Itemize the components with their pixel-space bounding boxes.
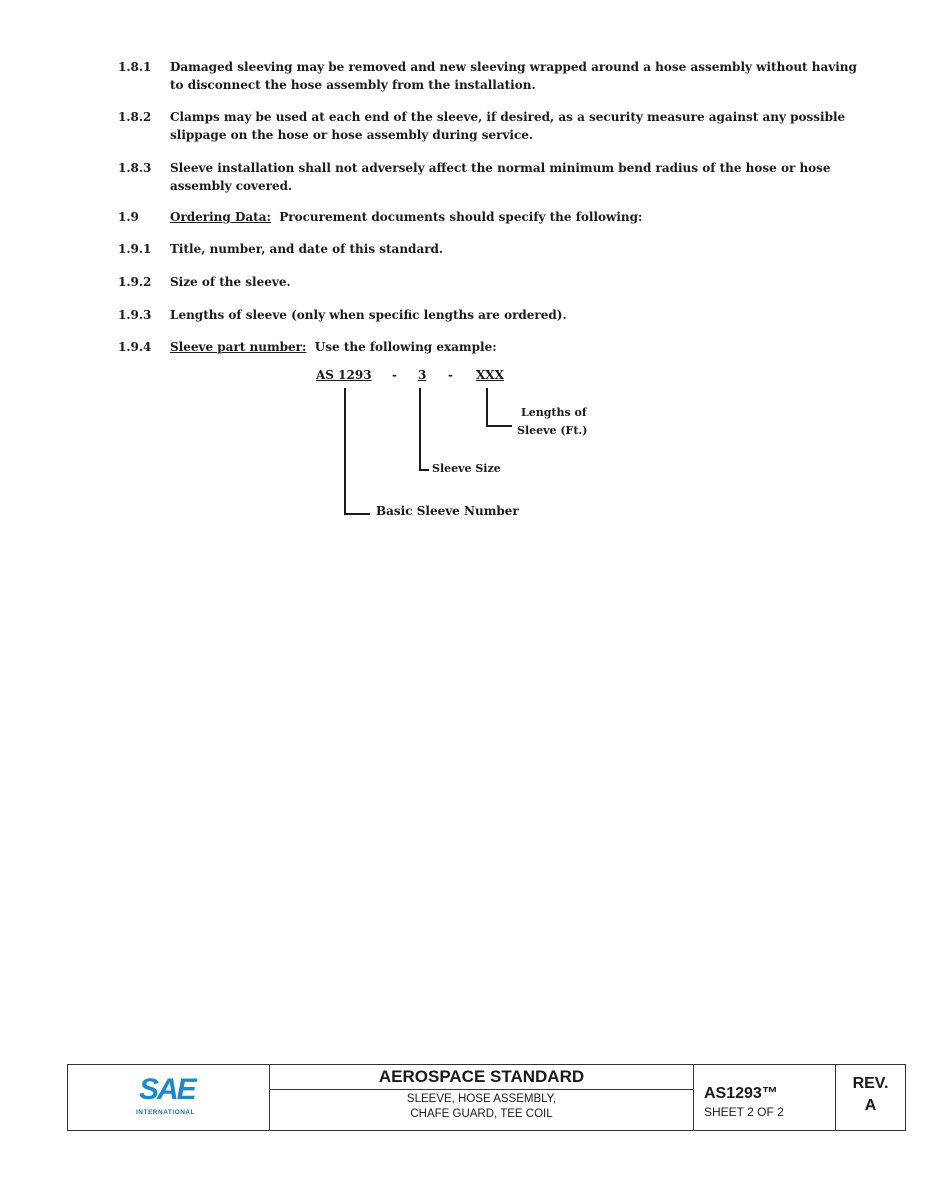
para-1-9-2 bbox=[118, 273, 858, 291]
subtitle-line: SLEEVE, HOSE ASSEMBLY, bbox=[406, 1093, 557, 1105]
para-text: Procurement documents should specify the following: bbox=[279, 210, 643, 224]
para-number: 1.9.3 bbox=[118, 308, 152, 322]
para-1-9 bbox=[118, 208, 858, 226]
para-heading: Sleeve part number: bbox=[170, 340, 307, 354]
para-number: 1.8.3 bbox=[118, 161, 152, 175]
revision-label: REV. bbox=[852, 1075, 889, 1092]
para-1-8-3 bbox=[118, 159, 858, 195]
label-lengths: Lengths of bbox=[521, 406, 587, 419]
sheet-number: SHEET 2 OF 2 bbox=[704, 1105, 784, 1119]
para-text: Lengths of sleeve (only when specific lengths are ordered). bbox=[170, 308, 567, 322]
para-text: Damaged sleeving may be removed and new sleeving wrapped around a hose assembly without having to disconnect the hose assembly from the installation. bbox=[170, 60, 857, 92]
para-number: 1.8.1 bbox=[118, 60, 152, 74]
para-text: Use the following example: bbox=[314, 340, 497, 354]
part-size: 3 bbox=[418, 368, 427, 382]
para-number: 1.9 bbox=[118, 210, 139, 224]
doc-number: AS1293™ bbox=[704, 1085, 778, 1102]
part-length: XXX bbox=[476, 368, 504, 382]
standard-subtitle bbox=[270, 1092, 693, 1122]
label-sleeve-size: Sleeve Size bbox=[432, 462, 501, 475]
title-cell bbox=[270, 1065, 694, 1130]
label-basic-sleeve-number: Basic Sleeve Number bbox=[376, 504, 519, 518]
para-text: Size of the sleeve. bbox=[170, 275, 291, 289]
leader-line bbox=[486, 425, 512, 427]
revision-value: A bbox=[864, 1097, 877, 1114]
leader-line bbox=[344, 388, 346, 514]
part-basic-number: AS 1293 bbox=[316, 368, 372, 382]
subtitle-line: CHAFE GUARD, TEE COIL bbox=[410, 1108, 553, 1120]
leader-line bbox=[419, 388, 421, 470]
para-1-9-1 bbox=[118, 240, 858, 258]
para-text: Sleeve installation shall not adversely affect the normal minimum bend radius of the hose or hose assembly covered. bbox=[170, 161, 831, 193]
leader-line bbox=[419, 469, 429, 471]
doc-number-cell bbox=[694, 1065, 836, 1130]
logo-cell bbox=[68, 1065, 270, 1130]
para-1-8-2 bbox=[118, 108, 858, 144]
part-dash: - bbox=[392, 368, 397, 382]
para-1-9-4 bbox=[118, 338, 858, 356]
sae-logo-subtext: INTERNATIONAL bbox=[136, 1109, 196, 1116]
para-1-9-3 bbox=[118, 306, 858, 324]
sae-logo: SAE bbox=[139, 1073, 195, 1106]
leader-line bbox=[344, 513, 370, 515]
title-block bbox=[67, 1064, 906, 1131]
leader-line bbox=[486, 388, 488, 426]
standard-title: AEROSPACE STANDARD bbox=[270, 1065, 693, 1090]
para-1-8-1 bbox=[118, 58, 858, 94]
para-heading: Ordering Data: bbox=[170, 210, 271, 224]
para-number: 1.8.2 bbox=[118, 110, 152, 124]
revision-cell bbox=[836, 1065, 905, 1130]
para-text: Title, number, and date of this standard. bbox=[170, 242, 444, 256]
para-text: Clamps may be used at each end of the sleeve, if desired, as a security measure against any possible slippage on the hose or hose assembly during service. bbox=[170, 110, 846, 142]
part-dash: - bbox=[448, 368, 453, 382]
para-number: 1.9.1 bbox=[118, 242, 152, 256]
para-number: 1.9.4 bbox=[118, 340, 152, 354]
label-lengths: Sleeve (Ft.) bbox=[517, 424, 588, 437]
para-number: 1.9.2 bbox=[118, 275, 152, 289]
